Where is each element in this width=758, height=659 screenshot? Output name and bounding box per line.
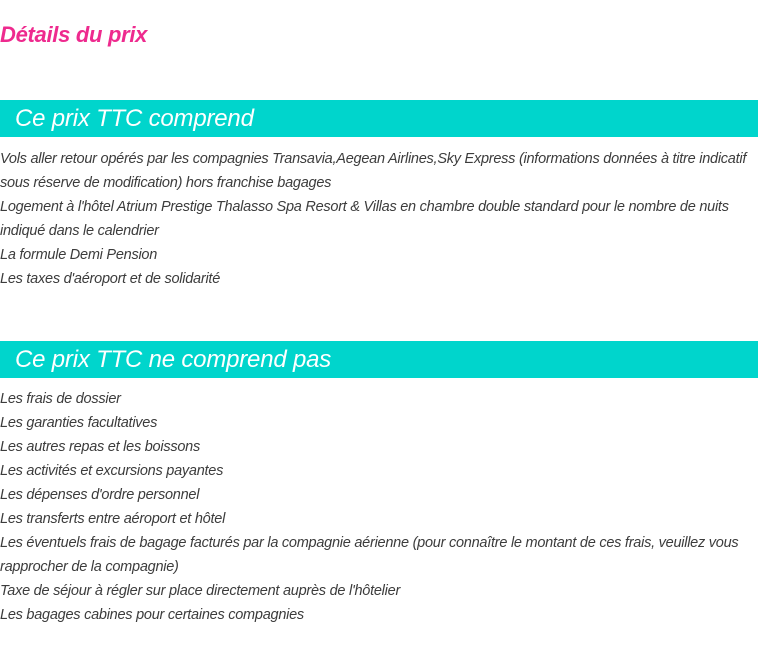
- excluded-item: Les bagages cabines pour certaines compagnies: [0, 607, 304, 623]
- excluded-list: [0, 387, 758, 627]
- excluded-item: Taxe de séjour à régler sur place directement auprès de l'hôtelier: [0, 583, 401, 599]
- included-item: Les taxes d'aéroport et de solidarité: [0, 271, 221, 287]
- included-list: [0, 147, 758, 291]
- excluded-item: Les transferts entre aéroport et hôtel: [0, 511, 226, 527]
- included-section-header: [0, 100, 758, 137]
- excluded-section-header: [0, 341, 758, 378]
- included-heading: Ce prix TTC comprend: [15, 105, 254, 132]
- excluded-heading: Ce prix TTC ne comprend pas: [15, 346, 332, 373]
- excluded-item: Les éventuels frais de bagage facturés par la compagnie aérienne (pour connaître le montant de ces frais, veuillez vous rapprocher de la compagnie): [0, 535, 739, 575]
- included-item: La formule Demi Pension: [0, 247, 158, 263]
- excluded-item: Les autres repas et les boissons: [0, 439, 200, 455]
- included-item: Vols aller retour opérés par les compagnies Transavia,Aegean Airlines,Sky Express (informations données à titre indicatif sous réserve de modification) hors franchise bagages: [0, 151, 747, 191]
- excluded-item: Les frais de dossier: [0, 391, 121, 407]
- included-item: Logement à l'hôtel Atrium Prestige Thalasso Spa Resort & Villas en chambre double standard pour le nombre de nuits indiqué dans le calendrier: [0, 199, 729, 239]
- excluded-item: Les garanties facultatives: [0, 415, 158, 431]
- page-title: Détails du prix: [0, 22, 148, 47]
- excluded-item: Les dépenses d'ordre personnel: [0, 487, 200, 503]
- excluded-item: Les activités et excursions payantes: [0, 463, 224, 479]
